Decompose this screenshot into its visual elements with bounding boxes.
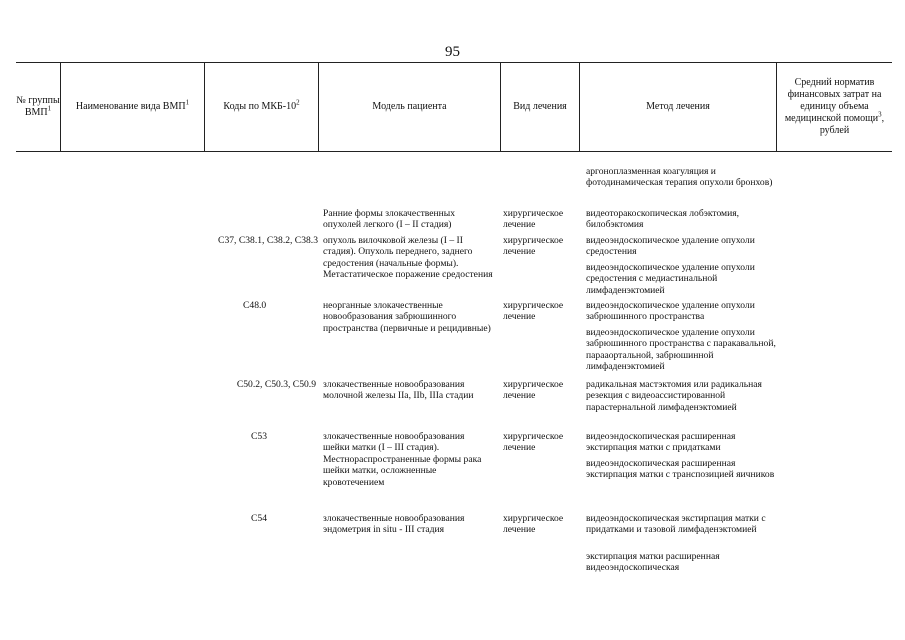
treatment-type-cell: хирургическое лечение (503, 235, 564, 258)
treatment-type-cell: хирургическое лечение (503, 208, 564, 231)
patient-model-cell: Ранние формы злокачественных опухолей легкого (I – II стадия) (323, 208, 456, 231)
patient-model-cell: злокачественные новообразования молочной железы IIa, IIb, IIIa стадии (323, 379, 474, 402)
patient-model-cell: злокачественные новообразования эндометрия in situ - III стадия (323, 513, 465, 536)
method-cell: радикальная мастэктомия или радикальная резекция с видеоассистированной парастернальной лимфаденэктомией (586, 379, 762, 413)
treatment-type-cell: хирургическое лечение (503, 300, 564, 323)
header-treatment-type: Вид лечения (513, 101, 567, 112)
method-cell: видеоэндоскопическое удаление опухоли забрюшинного пространства (586, 300, 755, 323)
method-cell: экстирпация матки расширенная видеоэндоскопическая (586, 551, 720, 574)
patient-model-cell: злокачественные новообразования шейки матки (I – III стадия). Местнораспространенные формы рака шейки матки, осложненные кровотечением (323, 431, 482, 488)
method-cell: видеоторакоскопическая лобэктомия, билобэктомия (586, 208, 740, 231)
treatment-type-cell: хирургическое лечение (503, 431, 564, 454)
method-cell: видеоэндоскопическая расширенная экстирпация матки с транспозицией яичников (586, 458, 775, 481)
patient-model-cell: неорганные злокачественные новообразования забрюшинного пространства (первичные и рецидивные) (323, 300, 491, 334)
page-number: 95 (445, 44, 460, 60)
patient-model-cell: опухоль вилочковой железы (I – II стадия). Опухоль переднего, заднего средостения (начальные формы). Метастатическое поражение средостения (323, 235, 493, 281)
method-cell: видеоэндоскопическое удаление опухоли забрюшинного пространства с паракавальной, парааортальной, забрюшинной лимфаденэктомией (586, 327, 776, 373)
method-cell: аргоноплазменная коагуляция и фотодинамическая терапия опухоли бронхов) (586, 166, 773, 189)
header-vmp-group: № группы ВМП$^1$ (16, 95, 60, 118)
method-cell: видеоэндоскопическое удаление опухоли средостения (586, 235, 755, 258)
header-cost-standard: Средний норматив финансовых затрат на единицу объема медицинской помощи$^3$, рублей (784, 77, 885, 136)
header-icd-codes: Коды по МКБ-$10^2$ (223, 98, 300, 112)
icd-codes-cell: C53 (251, 431, 267, 442)
header-vmp-name: Наименование вида ВМП$^1$ (75, 98, 190, 112)
icd-codes-cell: C37, C38.1, C38.2, C38.3 (218, 235, 318, 246)
method-cell: видеоэндоскопическая экстирпация матки с придатками и тазовой лимфаденэктомией (586, 513, 766, 536)
header-patient-model: Модель пациента (372, 101, 447, 112)
treatment-type-cell: хирургическое лечение (503, 513, 564, 536)
method-cell: видеоэндоскопическое удаление опухоли средостения с медиастинальной лимфаденэктомией (586, 262, 755, 296)
icd-codes-cell: C48.0 (243, 300, 267, 311)
method-cell: видеоэндоскопическая расширенная экстирпация матки с придатками (586, 431, 736, 454)
icd-codes-cell: C50.2, C50.3, C50.9 (236, 379, 316, 390)
icd-codes-cell: C54 (251, 513, 267, 524)
treatment-type-cell: хирургическое лечение (503, 379, 564, 402)
header-treatment-method: Метод лечения (646, 101, 710, 112)
table-header (16, 62, 892, 152)
